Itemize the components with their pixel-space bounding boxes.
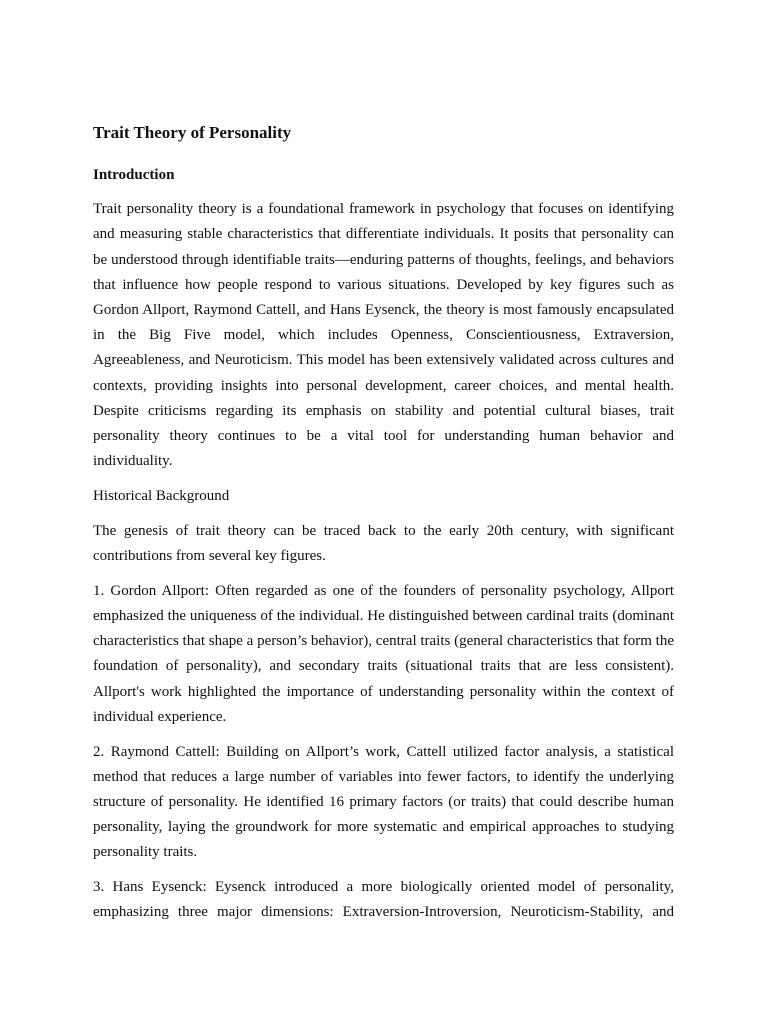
list-item-cattell: 2. Raymond Cattell: Building on Allport’s work, Cattell utilized factor analysis, a statistical method that reduces a large number of variables into fewer factors, to identify the underlying structure of personality. He identified 16 primary factors (or traits) that could describe human personality, laying the groundwork for more systematic and empirical approaches to studying personality traits. (93, 743, 674, 861)
document-page (93, 118, 674, 935)
introduction-heading: Introduction (93, 167, 175, 183)
historical-intro-paragraph: The genesis of trait theory can be traced back to the early 20th century, with significant contributions from several key figures. (93, 522, 674, 565)
list-item-allport: 1. Gordon Allport: Often regarded as one of the founders of personality psychology, Allport emphasized the uniqueness of the individual. He distinguished between cardinal traits (dominant characteristics that shape a person’s behavior), central traits (general characteristics that form the foundation of personality), and secondary traits (situational traits that are less consistent). Allport's work highlighted the importance of understanding personality within the context of individual experience. (93, 582, 674, 725)
introduction-paragraph: Trait personality theory is a foundational framework in psychology that focuses on identifying and measuring stable characteristics that differentiate individuals. It posits that personality can be understood through identifiable traits—enduring patterns of thoughts, feelings, and behaviors that influence how people respond to various situations. Developed by key figures such as Gordon Allport, Raymond Cattell, and Hans Eysenck, the theory is most famously encapsulated in the Big Five model, which includes Openness, Conscientiousness, Extraversion, Agreeableness, and Neuroticism. This model has been extensively validated across cultures and contexts, providing insights into personal development, career choices, and mental health. Despite criticisms regarding its emphasis on stability and potential cultural biases, trait personality theory continues to be a vital tool for understanding human behavior and individuality. (93, 201, 674, 470)
list-item-eysenck: 3. Hans Eysenck: Eysenck introduced a more biologically oriented model of personality, emphasizing three major dimensions: Extraversion-Introversion, Neuroticism-Stability, and (93, 879, 674, 921)
historical-background-heading: Historical Background (93, 488, 230, 505)
document-title: Trait Theory of Personality (93, 123, 292, 142)
